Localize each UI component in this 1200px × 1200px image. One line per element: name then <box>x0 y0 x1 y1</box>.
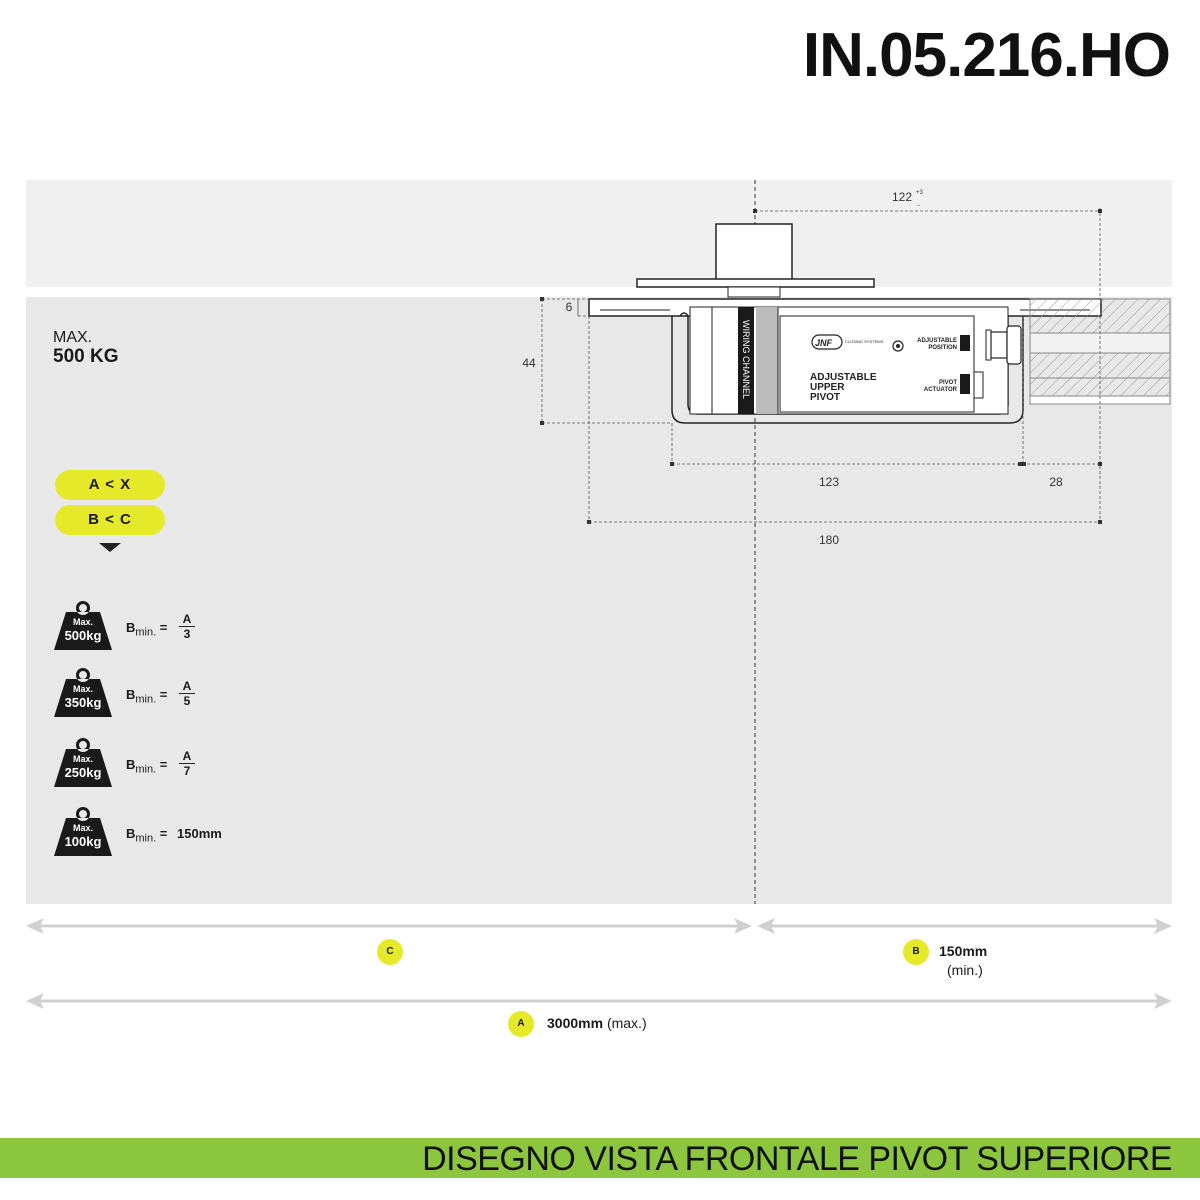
b-value: 150mm <box>939 943 988 959</box>
footer-title: DISEGNO VISTA FRONTALE PIVOT SUPERIORE <box>422 1140 1172 1178</box>
a-note: (max.) <box>606 1015 647 1031</box>
condition-a-pill: A < X <box>55 470 165 500</box>
max-load-value: 500 KG <box>53 346 119 367</box>
weight-value: 250kg <box>64 765 102 780</box>
dim-122: 122 <box>891 190 913 204</box>
dim-180: 180 <box>818 533 840 547</box>
bmin-formula: $B_{min.}$ = <box>126 687 168 706</box>
a-dimension <box>547 1015 647 1031</box>
weight-value: 350kg <box>64 695 102 710</box>
fraction: $\frac{A}{5}$ <box>179 679 195 709</box>
actuator-arrows-icon <box>960 374 970 394</box>
dim-123: 123 <box>818 475 840 489</box>
footer-bar <box>0 1138 1200 1178</box>
dim-28: 28 <box>1049 475 1063 489</box>
badge-a: A <box>508 1011 534 1037</box>
bmin-formula: $B_{min.}$ = <box>126 826 168 845</box>
weight-max-label: Max. <box>72 823 93 833</box>
pivot-pin <box>716 224 792 280</box>
weight-max-label: Max. <box>72 684 93 694</box>
pivot-title-2: UPPER <box>810 382 845 393</box>
drawing-code: IN.05.216.HO <box>802 21 1170 90</box>
brand-logo-text: JNF <box>815 338 833 348</box>
b-note: (min.) <box>947 962 983 978</box>
a-value: 3000mm <box>547 1015 604 1031</box>
pivot-base-plate <box>637 279 874 287</box>
dim-arrow-b <box>757 918 1172 934</box>
weight-value: 100kg <box>64 834 102 849</box>
adjust-bolt <box>991 332 1007 358</box>
dim-6: 6 <box>565 300 573 314</box>
pivot-actuator-1: PIVOT <box>938 380 957 386</box>
pivot-title-1: ADJUSTABLE <box>810 372 877 383</box>
wiring-channel-label: WIRING CHANNEL <box>741 320 751 400</box>
pivot-actuator-2: ACTUATOR <box>923 387 957 393</box>
pivot-title-3: PIVOT <box>810 392 841 403</box>
adjust-arrows-icon <box>960 335 970 351</box>
fraction: $\frac{A}{7}$ <box>179 749 195 779</box>
fraction: $\frac{A}{3}$ <box>179 612 195 642</box>
bmin-fixed-value: 150mm <box>177 826 222 841</box>
bmin-formula: $B_{min.}$ = <box>126 757 168 776</box>
weight-value: 500kg <box>64 628 102 643</box>
condition-b-pill: B < C <box>55 505 165 535</box>
bmin-formula: $B_{min.}$ = <box>126 620 168 639</box>
dim-arrow-c <box>26 918 752 934</box>
max-load-caption: MAX. <box>53 329 93 346</box>
adjustable-position-2: POSITION <box>928 345 957 351</box>
dim-122-tolerance: +3 <box>916 190 923 196</box>
adjustable-position-1: ADJUSTABLE <box>917 338 957 344</box>
dim-122-arrow: → <box>915 202 921 208</box>
dim-44: 44 <box>522 356 536 370</box>
badge-c: C <box>377 939 403 965</box>
weight-max-label: Max. <box>72 754 93 764</box>
brand-sub-text: CLOSING SYSTEMS <box>845 339 884 344</box>
dim-arrow-a <box>26 993 1172 1009</box>
badge-b: B <box>903 939 929 965</box>
weight-max-label: Max. <box>72 617 93 627</box>
